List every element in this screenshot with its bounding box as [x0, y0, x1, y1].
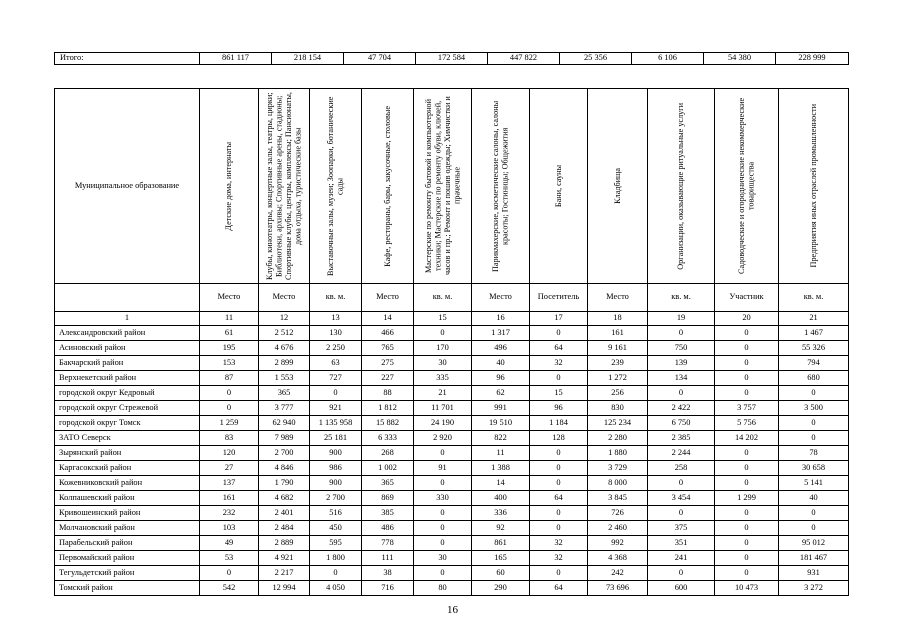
table-cell: 5 756 [715, 416, 779, 431]
table-cell: 1 259 [200, 416, 259, 431]
table-cell: 680 [779, 371, 849, 386]
table-cell: 0 [715, 551, 779, 566]
table-cell: 486 [362, 521, 414, 536]
table-cell: 900 [310, 446, 362, 461]
table-cell: 30 658 [779, 461, 849, 476]
table-cell: 2 899 [259, 356, 310, 371]
column-number-cell: 21 [779, 312, 849, 326]
table-cell: 61 [200, 326, 259, 341]
table-cell: 0 [779, 416, 849, 431]
table-cell: 2 512 [259, 326, 310, 341]
municipality-name: городской округ Томск [55, 416, 200, 431]
table-cell: 0 [715, 446, 779, 461]
municipality-name: Бакчарский район [55, 356, 200, 371]
table-cell: 869 [362, 491, 414, 506]
total-value: 25 356 [560, 53, 632, 65]
table-cell: 0 [414, 506, 472, 521]
table-cell: 3 777 [259, 401, 310, 416]
table-cell: 0 [715, 566, 779, 581]
table-cell: 2 460 [588, 521, 648, 536]
table-cell: 256 [588, 386, 648, 401]
table-cell: 0 [715, 371, 779, 386]
table-cell: 830 [588, 401, 648, 416]
table-cell: 0 [530, 521, 588, 536]
table-cell: 991 [472, 401, 530, 416]
municipality-name: Тегульдетский район [55, 566, 200, 581]
table-cell: 0 [648, 506, 715, 521]
column-number-cell: 15 [414, 312, 472, 326]
table-cell: 19 510 [472, 416, 530, 431]
table-cell: 6 333 [362, 431, 414, 446]
table-cell: 3 757 [715, 401, 779, 416]
table-cell: 0 [414, 566, 472, 581]
table-cell: 0 [530, 371, 588, 386]
table-cell: 0 [648, 326, 715, 341]
table-cell: 161 [200, 491, 259, 506]
column-header-label: Предприятия иных отраслей промышленности [808, 104, 818, 268]
table-cell: 921 [310, 401, 362, 416]
table-cell: 365 [259, 386, 310, 401]
table-cell: 516 [310, 506, 362, 521]
table-cell: 1 553 [259, 371, 310, 386]
table-cell: 822 [472, 431, 530, 446]
table-row [55, 326, 849, 341]
table-cell: 1 184 [530, 416, 588, 431]
municipal-table [54, 88, 849, 596]
table-cell: 992 [588, 536, 648, 551]
table-cell: 2 401 [259, 506, 310, 521]
table-cell: 716 [362, 581, 414, 596]
column-number-cell: 20 [715, 312, 779, 326]
header-row [55, 89, 849, 284]
table-cell: 64 [530, 581, 588, 596]
table-cell: 0 [414, 446, 472, 461]
table-row [55, 521, 849, 536]
table-cell: 14 202 [715, 431, 779, 446]
table-cell: 64 [530, 491, 588, 506]
table-cell: 64 [530, 341, 588, 356]
column-header [362, 89, 414, 284]
table-cell: 153 [200, 356, 259, 371]
table-cell: 595 [310, 536, 362, 551]
column-header-label: Парикмахерские, косметические салоны, салоны красоты; Гостиницы; Общежития [491, 100, 510, 272]
table-row [55, 536, 849, 551]
table-cell: 335 [414, 371, 472, 386]
table-cell: 137 [200, 476, 259, 491]
table-cell: 73 696 [588, 581, 648, 596]
table-cell: 40 [472, 356, 530, 371]
table-cell: 11 701 [414, 401, 472, 416]
table-cell: 125 234 [588, 416, 648, 431]
table-cell: 4 368 [588, 551, 648, 566]
table-cell: 30 [414, 356, 472, 371]
table-cell: 111 [362, 551, 414, 566]
table-cell: 450 [310, 521, 362, 536]
table-cell: 0 [779, 386, 849, 401]
table-cell: 1 272 [588, 371, 648, 386]
table-cell: 181 467 [779, 551, 849, 566]
municipality-name: Первомайский район [55, 551, 200, 566]
table-cell: 32 [530, 536, 588, 551]
units-empty-cell [55, 284, 200, 312]
table-cell: 96 [530, 401, 588, 416]
table-cell: 0 [530, 566, 588, 581]
table-cell: 161 [588, 326, 648, 341]
table-row [55, 371, 849, 386]
unit-cell: кв. м. [414, 284, 472, 312]
total-value: 228 999 [776, 53, 849, 65]
table-row [55, 386, 849, 401]
table-row [55, 341, 849, 356]
table-cell: 1 299 [715, 491, 779, 506]
table-cell: 1 812 [362, 401, 414, 416]
table-cell: 25 181 [310, 431, 362, 446]
column-header [472, 89, 530, 284]
table-cell: 7 989 [259, 431, 310, 446]
table-cell: 900 [310, 476, 362, 491]
table-cell: 83 [200, 431, 259, 446]
column-number-cell: 19 [648, 312, 715, 326]
table-cell: 10 473 [715, 581, 779, 596]
table-cell: 542 [200, 581, 259, 596]
unit-cell: Посетитель [530, 284, 588, 312]
table-cell: 239 [588, 356, 648, 371]
table-cell: 765 [362, 341, 414, 356]
table-cell: 130 [310, 326, 362, 341]
table-cell: 0 [779, 506, 849, 521]
table-cell: 53 [200, 551, 259, 566]
column-header-label: Кафе, рестораны, бары, закусочные, столовые [382, 105, 392, 267]
unit-cell: кв. м. [779, 284, 849, 312]
table-row [55, 581, 849, 596]
table-cell: 9 161 [588, 341, 648, 356]
table-cell: 0 [530, 506, 588, 521]
column-header-label: Клубы, кинотеатры, концертные залы, театры, цирки; Библиотеки, архивы; Спортивные арены, стадионы; Спортивные клубы, центры, комплексы; Пансионаты, дома отдыха, туристические базы [265, 92, 303, 280]
municipality-name: Молчановский район [55, 521, 200, 536]
table-cell: 3 729 [588, 461, 648, 476]
corner-header: Муниципальное образование [55, 89, 200, 284]
table-cell: 3 845 [588, 491, 648, 506]
table-cell: 268 [362, 446, 414, 461]
table-cell: 32 [530, 551, 588, 566]
table-cell: 931 [779, 566, 849, 581]
municipality-name: городской округ Кедровый [55, 386, 200, 401]
table-cell: 2 217 [259, 566, 310, 581]
units-row [55, 284, 849, 312]
table-cell: 0 [414, 521, 472, 536]
column-number-cell: 11 [200, 312, 259, 326]
table-cell: 134 [648, 371, 715, 386]
column-header [414, 89, 472, 284]
table-cell: 15 882 [362, 416, 414, 431]
municipality-name: Кривошеинский район [55, 506, 200, 521]
total-value: 47 704 [344, 53, 416, 65]
column-header-label: Выставочные залы, музеи; Зоопарки, ботанические сады [326, 96, 345, 276]
table-cell: 726 [588, 506, 648, 521]
table-cell: 0 [779, 521, 849, 536]
total-value: 447 822 [488, 53, 560, 65]
column-number-cell: 12 [259, 312, 310, 326]
table-cell: 0 [310, 566, 362, 581]
table-cell: 0 [715, 341, 779, 356]
unit-cell: Место [362, 284, 414, 312]
table-cell: 365 [362, 476, 414, 491]
table-cell: 1 800 [310, 551, 362, 566]
table-cell: 63 [310, 356, 362, 371]
table-cell: 385 [362, 506, 414, 521]
unit-cell: Место [472, 284, 530, 312]
table-cell: 3 272 [779, 581, 849, 596]
table-cell: 241 [648, 551, 715, 566]
column-header-label: Мастерские по ремонту бытовой и компьютерной техники; Мастерские по ремонту обуви, ключей, часов и пр.; Ремонт и пошив одежды; Химчистки и прачечные [423, 96, 461, 276]
column-number-cell: 18 [588, 312, 648, 326]
table-cell: 466 [362, 326, 414, 341]
table-cell: 0 [715, 386, 779, 401]
page-number: 16 [447, 604, 458, 616]
table-cell: 4 846 [259, 461, 310, 476]
table-cell: 4 921 [259, 551, 310, 566]
column-header [715, 89, 779, 284]
table-cell: 38 [362, 566, 414, 581]
table-cell: 1 790 [259, 476, 310, 491]
table-row [55, 446, 849, 461]
table-cell: 336 [472, 506, 530, 521]
table-cell: 1 388 [472, 461, 530, 476]
column-header-label: Детские дома, интернаты [224, 141, 234, 231]
column-header [648, 89, 715, 284]
table-cell: 400 [472, 491, 530, 506]
table-cell: 103 [200, 521, 259, 536]
table-cell: 170 [414, 341, 472, 356]
total-value: 218 154 [272, 53, 344, 65]
total-row [55, 53, 849, 65]
total-table [54, 52, 849, 65]
table-cell: 0 [414, 326, 472, 341]
table-cell: 139 [648, 356, 715, 371]
municipality-name: Верхнекетский район [55, 371, 200, 386]
table-row [55, 356, 849, 371]
column-header [310, 89, 362, 284]
column-header [588, 89, 648, 284]
table-cell: 727 [310, 371, 362, 386]
total-value: 172 584 [416, 53, 488, 65]
table-cell: 3 500 [779, 401, 849, 416]
table-cell: 1 002 [362, 461, 414, 476]
table-cell: 2 484 [259, 521, 310, 536]
table-cell: 4 676 [259, 341, 310, 356]
table-cell: 120 [200, 446, 259, 461]
table-cell: 165 [472, 551, 530, 566]
table-cell: 78 [779, 446, 849, 461]
column-header-label: Организации, оказывающие ритуальные услуги [676, 102, 686, 270]
table-cell: 0 [530, 446, 588, 461]
table-cell: 794 [779, 356, 849, 371]
table-cell: 60 [472, 566, 530, 581]
column-header-label: Кладбища [612, 168, 622, 204]
table-cell: 232 [200, 506, 259, 521]
table-cell: 0 [200, 401, 259, 416]
table-cell: 496 [472, 341, 530, 356]
column-header [530, 89, 588, 284]
unit-cell: кв. м. [310, 284, 362, 312]
table-cell: 96 [472, 371, 530, 386]
municipality-name: Парабельский район [55, 536, 200, 551]
table-cell: 62 [472, 386, 530, 401]
table-cell: 2 920 [414, 431, 472, 446]
table-cell: 600 [648, 581, 715, 596]
column-number-cell: 1 [55, 312, 200, 326]
table-cell: 80 [414, 581, 472, 596]
table-cell: 0 [530, 476, 588, 491]
table-cell: 2 700 [310, 491, 362, 506]
table-cell: 1 135 958 [310, 416, 362, 431]
table-cell: 0 [648, 476, 715, 491]
table-cell: 55 326 [779, 341, 849, 356]
table-cell: 0 [715, 536, 779, 551]
table-cell: 0 [715, 506, 779, 521]
municipality-name: городской округ Стрежевой [55, 401, 200, 416]
table-cell: 32 [530, 356, 588, 371]
table-cell: 21 [414, 386, 472, 401]
table-cell: 2 700 [259, 446, 310, 461]
table-cell: 1 317 [472, 326, 530, 341]
unit-cell: Участник [715, 284, 779, 312]
table-cell: 4 050 [310, 581, 362, 596]
table-cell: 11 [472, 446, 530, 461]
column-numbers-row [55, 312, 849, 326]
table-cell: 0 [648, 386, 715, 401]
table-cell: 861 [472, 536, 530, 551]
table-cell: 88 [362, 386, 414, 401]
table-cell: 0 [530, 326, 588, 341]
table-cell: 128 [530, 431, 588, 446]
table-cell: 778 [362, 536, 414, 551]
table-cell: 0 [200, 386, 259, 401]
table-cell: 0 [715, 356, 779, 371]
table-cell: 12 994 [259, 581, 310, 596]
municipality-name: Томский район [55, 581, 200, 596]
column-header [259, 89, 310, 284]
table-row [55, 491, 849, 506]
table-cell: 275 [362, 356, 414, 371]
table-cell: 91 [414, 461, 472, 476]
table-row [55, 431, 849, 446]
table-cell: 0 [530, 461, 588, 476]
municipality-name: Кожевниковский район [55, 476, 200, 491]
table-cell: 49 [200, 536, 259, 551]
table-cell: 4 682 [259, 491, 310, 506]
table-cell: 2 385 [648, 431, 715, 446]
table-cell: 750 [648, 341, 715, 356]
table-cell: 0 [414, 536, 472, 551]
table-cell: 92 [472, 521, 530, 536]
table-row [55, 551, 849, 566]
table-cell: 0 [715, 461, 779, 476]
table-cell: 2 422 [648, 401, 715, 416]
column-number-cell: 13 [310, 312, 362, 326]
column-header-label: Бани, сауны [553, 164, 563, 208]
column-header [200, 89, 259, 284]
table-cell: 2 889 [259, 536, 310, 551]
table-cell: 62 940 [259, 416, 310, 431]
table-cell: 95 012 [779, 536, 849, 551]
table-cell: 8 000 [588, 476, 648, 491]
table-row [55, 476, 849, 491]
table-cell: 242 [588, 566, 648, 581]
total-value: 54 380 [704, 53, 776, 65]
column-number-cell: 17 [530, 312, 588, 326]
table-cell: 5 141 [779, 476, 849, 491]
table-row [55, 401, 849, 416]
table-cell: 227 [362, 371, 414, 386]
table-cell: 0 [779, 431, 849, 446]
table-cell: 0 [200, 566, 259, 581]
table-row [55, 461, 849, 476]
table-cell: 195 [200, 341, 259, 356]
table-cell: 351 [648, 536, 715, 551]
table-cell: 0 [715, 326, 779, 341]
table-cell: 986 [310, 461, 362, 476]
table-cell: 0 [648, 566, 715, 581]
column-number-cell: 16 [472, 312, 530, 326]
municipality-name: Асиновский район [55, 341, 200, 356]
municipality-name: Каргасокский район [55, 461, 200, 476]
total-label: Итого: [55, 53, 200, 65]
total-value: 861 117 [200, 53, 272, 65]
table-cell: 40 [779, 491, 849, 506]
unit-cell: Место [588, 284, 648, 312]
total-value: 6 106 [632, 53, 704, 65]
municipality-name: ЗАТО Северск [55, 431, 200, 446]
column-header [779, 89, 849, 284]
table-cell: 24 190 [414, 416, 472, 431]
unit-cell: кв. м. [648, 284, 715, 312]
table-cell: 30 [414, 551, 472, 566]
unit-cell: Место [259, 284, 310, 312]
table-cell: 0 [310, 386, 362, 401]
table-cell: 1 880 [588, 446, 648, 461]
unit-cell: Место [200, 284, 259, 312]
table-row [55, 416, 849, 431]
table-cell: 1 467 [779, 326, 849, 341]
table-cell: 14 [472, 476, 530, 491]
table-cell: 2 244 [648, 446, 715, 461]
table-cell: 0 [414, 476, 472, 491]
table-cell: 0 [715, 521, 779, 536]
table-cell: 2 280 [588, 431, 648, 446]
municipality-name: Зырянский район [55, 446, 200, 461]
municipality-name: Колпашевский район [55, 491, 200, 506]
table-cell: 6 750 [648, 416, 715, 431]
table-cell: 3 454 [648, 491, 715, 506]
table-row [55, 566, 849, 581]
table-cell: 375 [648, 521, 715, 536]
table-cell: 2 250 [310, 341, 362, 356]
table-cell: 258 [648, 461, 715, 476]
table-cell: 0 [715, 476, 779, 491]
table-row [55, 506, 849, 521]
column-number-cell: 14 [362, 312, 414, 326]
table-cell: 330 [414, 491, 472, 506]
column-header-label: Садоводческие и огороднические некоммерческие товарищества [737, 97, 756, 275]
table-cell: 290 [472, 581, 530, 596]
table-cell: 87 [200, 371, 259, 386]
table-cell: 27 [200, 461, 259, 476]
table-cell: 15 [530, 386, 588, 401]
municipality-name: Александровский район [55, 326, 200, 341]
